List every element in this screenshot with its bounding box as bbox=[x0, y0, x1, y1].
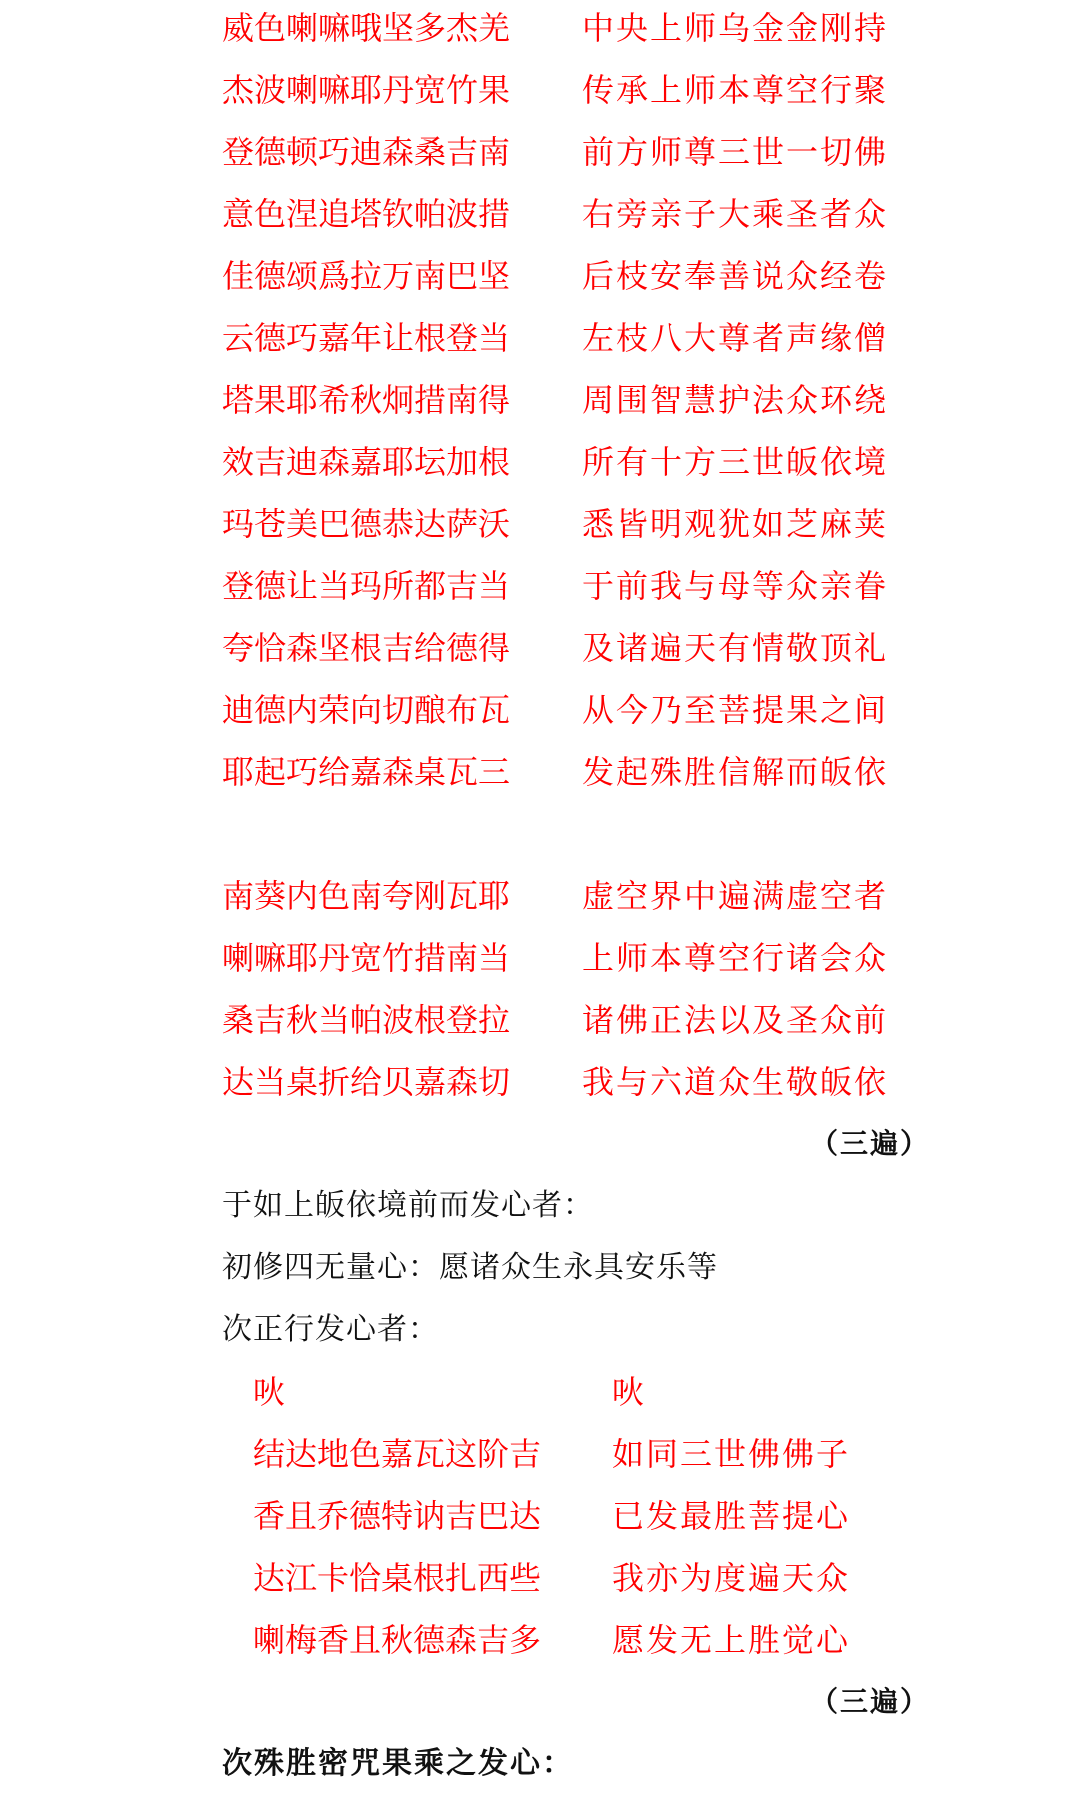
verse-right-line: 已发最胜菩提心 bbox=[612, 1497, 851, 1535]
verse-left-line: 威色喇嘛哦坚多杰羌 bbox=[222, 9, 511, 47]
verse-left-line: 意色涅追塔钦帕波措 bbox=[222, 195, 511, 233]
verse-left-line: 南葵内色南夸刚瓦耶 bbox=[222, 877, 511, 915]
verse-right-line: 右旁亲子大乘圣者众 bbox=[582, 195, 889, 233]
verse-right-line: 吙 bbox=[612, 1373, 647, 1411]
verse-left-line: 登德顿巧迪森桑吉南 bbox=[222, 133, 511, 171]
body-line: 初修四无量心：愿诸众生永具安乐等 bbox=[222, 1250, 718, 1285]
verse-left-line: 香且乔德特讷吉巴达 bbox=[253, 1497, 542, 1535]
verse-right-line: 我亦为度遍天众 bbox=[612, 1559, 851, 1597]
verse-left-line: 玛苍美巴德恭达萨沃 bbox=[222, 505, 511, 543]
verse-right-line: 愿发无上胜觉心 bbox=[612, 1621, 851, 1659]
verse-right-line: 虚空界中遍满虚空者 bbox=[582, 877, 889, 915]
verse-right-line: 所有十方三世皈依境 bbox=[582, 443, 889, 481]
verse-left-line: 吙 bbox=[253, 1373, 286, 1411]
verse-left-line: 杰波喇嘛耶丹宽竹果 bbox=[222, 71, 511, 109]
verse-right-line: 于前我与母等众亲眷 bbox=[582, 567, 889, 605]
verse-right-line: 诸佛正法以及圣众前 bbox=[582, 1001, 889, 1039]
verse-right-line: 后枝安奉善说众经卷 bbox=[582, 257, 889, 295]
verse-left-line: 达当桌折给贝嘉森切 bbox=[222, 1063, 511, 1101]
verse-right-line: 左枝八大尊者声缘僧 bbox=[582, 319, 889, 357]
verse-right-line: 发起殊胜信解而皈依 bbox=[582, 753, 889, 791]
verse-left-line: 结达地色嘉瓦这阶吉 bbox=[253, 1435, 542, 1473]
verse-left-line: 云德巧嘉年让根登当 bbox=[222, 319, 511, 357]
body-line: 次正行发心者： bbox=[222, 1312, 439, 1347]
verse-left-line: 喇嘛耶丹宽竹措南当 bbox=[222, 939, 511, 977]
verse-left-line: 达江卡恰桌根扎西些 bbox=[253, 1559, 542, 1597]
verse-left-line: 佳德颂爲拉万南巴坚 bbox=[222, 257, 511, 295]
verse-right-line: 我与六道众生敬皈依 bbox=[582, 1063, 889, 1101]
verse-right-line: 前方师尊三世一切佛 bbox=[582, 133, 889, 171]
verse-right-line: 及诸遍天有情敬顶礼 bbox=[582, 629, 889, 667]
repeat-note: （三遍） bbox=[809, 1685, 930, 1718]
verse-right-line: 中央上师乌金金刚持 bbox=[582, 9, 889, 47]
repeat-note: （三遍） bbox=[809, 1127, 930, 1160]
verse-right-line: 如同三世佛佛子 bbox=[612, 1435, 851, 1473]
verse-left-line: 登德让当玛所都吉当 bbox=[222, 567, 511, 605]
verse-right-line: 悉皆明观犹如芝麻荚 bbox=[582, 505, 889, 543]
verse-right-line: 上师本尊空行诸会众 bbox=[582, 939, 889, 977]
verse-right-line: 从今乃至菩提果之间 bbox=[582, 691, 889, 729]
verse-left-line: 桑吉秋当帕波根登拉 bbox=[222, 1001, 511, 1039]
body-line: 于如上皈依境前而发心者： bbox=[222, 1188, 594, 1223]
verse-right-line: 周围智慧护法众环绕 bbox=[582, 381, 889, 419]
verse-left-line: 耶起巧给嘉森桌瓦三 bbox=[222, 753, 511, 791]
verse-left-line: 迪德内荣向切酿布瓦 bbox=[222, 691, 511, 729]
verse-left-line: 效吉迪森嘉耶坛加根 bbox=[222, 443, 511, 481]
verse-right-line: 传承上师本尊空行聚 bbox=[582, 71, 889, 109]
verse-left-line: 喇梅香且秋德森吉多 bbox=[253, 1621, 542, 1659]
verse-left-line: 夸恰森坚根吉给德得 bbox=[222, 629, 511, 667]
verse-left-line: 塔果耶希秋炯措南得 bbox=[222, 381, 511, 419]
section-heading: 次殊胜密咒果乘之发心： bbox=[222, 1746, 574, 1781]
